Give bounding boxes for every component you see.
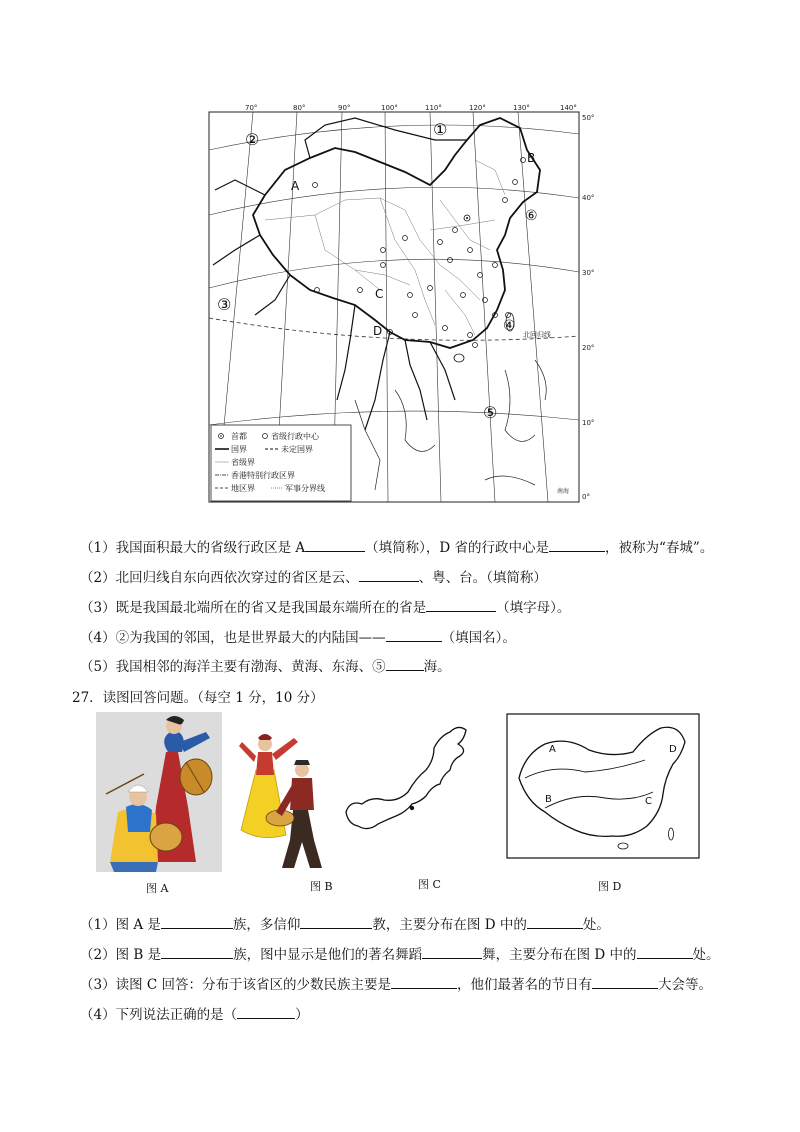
legend-provincial-center: 省级行政中心 [271, 432, 319, 441]
lat-label: 40° [582, 194, 595, 202]
q-text: ，他们最著名的节日有 [457, 977, 593, 993]
lat-label: 0° [582, 493, 590, 501]
question-26-4 [80, 627, 516, 647]
legend-sar-border: 香港特别行政区界 [231, 471, 295, 480]
q-text: （1）我国面积最大的省级行政区是 A [80, 540, 306, 556]
lat-label: 30° [582, 269, 595, 277]
legend-region-border: 地区界 [231, 484, 255, 493]
q-text: 舞，主要分布在图 D 中的 [482, 947, 637, 963]
figure-a-caption: 图 A [146, 882, 169, 895]
china-map-figure [205, 100, 600, 505]
lon-label: 130° [513, 104, 530, 112]
q-text: （填国名）。 [441, 630, 516, 646]
answer-blank[interactable] [161, 944, 233, 959]
legend-national-border: 国界 [231, 445, 247, 454]
q-text: （4）②为我国的邻国，也是世界最大的内陆国—— [80, 630, 386, 646]
answer-blank[interactable] [637, 944, 693, 959]
q-text: （5）我国相邻的海洋主要有渤海、黄海、东海、⑤ [80, 659, 386, 675]
lat-label: 50° [582, 114, 595, 122]
answer-blank[interactable] [592, 974, 658, 989]
lon-label: 120° [469, 104, 486, 112]
china-map [205, 100, 600, 505]
lon-label: 110° [425, 104, 442, 112]
region-letter-d: D [373, 324, 383, 338]
answer-blank[interactable] [161, 914, 233, 929]
answer-blank[interactable] [391, 974, 457, 989]
answer-blank[interactable] [422, 944, 482, 959]
q-text: 大会等。 [658, 977, 713, 993]
question-27-1 [80, 914, 610, 934]
q-text: 教，主要分布在图 D 中的 [372, 917, 527, 933]
q-text: （3）既是我国最北端所在的省又是我国最东端所在的省是 [80, 600, 427, 616]
q-text: （2）图 B 是 [80, 947, 162, 963]
lat-label: 10° [582, 419, 595, 427]
figure-d-letter-a: A [549, 744, 556, 755]
answer-blank[interactable] [237, 1004, 295, 1019]
figure-d-letter-b: B [545, 794, 552, 805]
figure-b [236, 730, 344, 870]
south-sea-label: 南海 [557, 488, 570, 495]
question-26-1 [80, 537, 713, 557]
capital-marker [464, 215, 470, 221]
figure-a [96, 712, 222, 872]
china-outline-map [505, 712, 701, 860]
answer-blank[interactable] [305, 537, 365, 552]
answer-blank[interactable] [300, 914, 372, 929]
question-26-3 [80, 597, 570, 617]
question-27-2 [80, 944, 720, 964]
legend-military-line: 军事分界线 [285, 484, 325, 493]
figure-b-caption: 图 B [310, 880, 333, 893]
lon-label: 90° [338, 104, 351, 112]
q-text: 处。 [582, 917, 610, 933]
uyghur-dance-illustration [236, 730, 344, 870]
legend-undetermined-border: 未定国界 [281, 445, 313, 454]
provincial-center-markers [313, 158, 526, 348]
q-text: （2）北回归线自东向西依次穿过的省区是云、 [80, 570, 359, 586]
q-text: （1）图 A 是 [80, 917, 161, 933]
lat-label: 20° [582, 344, 595, 352]
q-text: （填简称），D 省的行政中心是 [365, 540, 550, 556]
q-text: ） [295, 1007, 309, 1023]
question-26-2 [80, 567, 547, 587]
lon-label: 140° [560, 104, 577, 112]
circle-number-5: ⑤ [483, 403, 498, 422]
question-26-5 [80, 656, 451, 676]
q-text: 海。 [423, 659, 451, 675]
region-letter-b: B [527, 151, 536, 165]
question-27-heading: 27．读图回答问题。（每空 1 分，10 分） [72, 690, 324, 706]
figure-d-letter-c: C [645, 796, 652, 807]
circle-number-3: ③ [217, 295, 232, 314]
figure-d-caption: 图 D [598, 880, 622, 893]
question-27-4 [80, 1004, 309, 1024]
q-text: （4）下列说法正确的是（ [80, 1007, 238, 1023]
lon-label: 80° [293, 104, 306, 112]
q-text: 处。 [692, 947, 720, 963]
legend-provincial-border: 省级界 [231, 458, 255, 467]
question-27-3 [80, 974, 712, 994]
circle-number-4: ④ [503, 318, 516, 334]
map-legend [211, 425, 351, 501]
lon-label: 70° [245, 104, 258, 112]
answer-blank[interactable] [527, 914, 583, 929]
uyghur-music-illustration [96, 712, 222, 872]
figure-d-letter-d: D [669, 744, 677, 755]
q-text: 、粤、台。（填简称） [418, 570, 547, 586]
answer-blank[interactable] [386, 627, 442, 642]
q-text: 族，多信仰 [232, 917, 301, 933]
circle-number-2: ② [245, 130, 260, 149]
lon-label: 100° [381, 104, 398, 112]
answer-blank[interactable] [359, 567, 419, 582]
answer-blank[interactable] [386, 656, 424, 671]
figure-c [342, 720, 474, 840]
q-text: ，被称为“春城”。 [605, 540, 714, 556]
answer-blank[interactable] [549, 537, 605, 552]
tropic-label: 北回归线 [523, 331, 551, 339]
q-text: （3）读图 C 回答：分布于该省区的少数民族主要是 [80, 977, 392, 993]
answer-blank[interactable] [426, 597, 496, 612]
q-text: 族，图中显示是他们的著名舞蹈 [233, 947, 423, 963]
circle-number-1: ① [433, 120, 448, 139]
figure-d [505, 712, 701, 860]
inner-mongolia-outline [342, 720, 474, 840]
region-letter-c: C [375, 287, 384, 301]
figure-c-caption: 图 C [418, 878, 441, 891]
q-text: （填字母）。 [496, 600, 571, 616]
legend-capital: 首都 [231, 432, 247, 441]
circle-number-6: ⑥ [525, 208, 538, 224]
region-letter-a: A [291, 179, 300, 193]
